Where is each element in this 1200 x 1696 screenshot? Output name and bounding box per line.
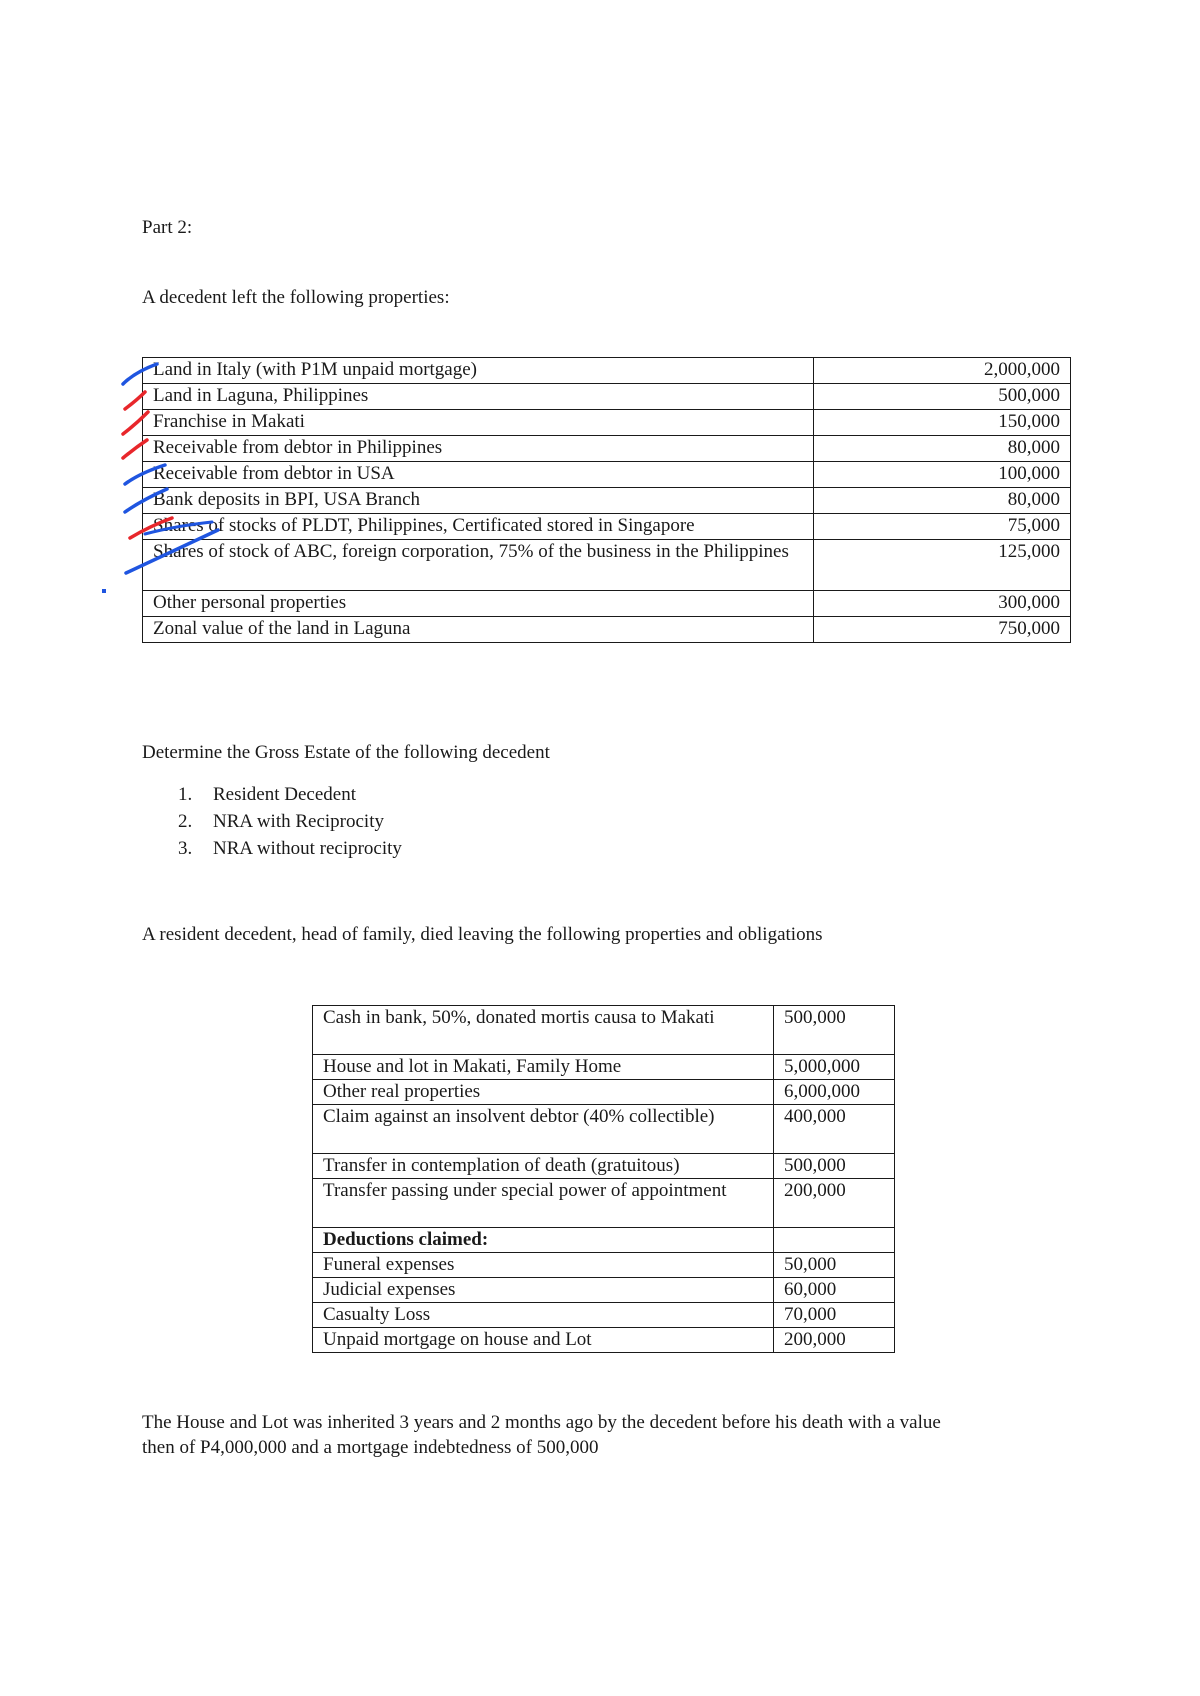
row-label: Zonal value of the land in Laguna (143, 617, 814, 643)
table-row (143, 514, 1071, 540)
table-row (143, 410, 1071, 436)
row-amount: 500,000 (774, 1154, 895, 1179)
row-label: Bank deposits in BPI, USA Branch (143, 488, 814, 514)
table-row (313, 1228, 895, 1253)
row-label: Receivable from debtor in Philippines (143, 436, 814, 462)
intro-text: A decedent left the following properties: (142, 287, 450, 308)
list-text: NRA without reciprocity (213, 838, 402, 859)
row-label: Other personal properties (143, 591, 814, 617)
row-amount: 2,000,000 (814, 358, 1071, 384)
row-label: Shares of stocks of PLDT, Philippines, Certificated stored in Singapore (143, 514, 814, 540)
table-row (143, 591, 1071, 617)
list-item (178, 835, 402, 862)
obligations-table (312, 1005, 895, 1353)
row-label: Transfer passing under special power of appointment (313, 1179, 774, 1228)
row-amount: 50,000 (774, 1253, 895, 1278)
row-amount: 300,000 (814, 591, 1071, 617)
row-amount: 150,000 (814, 410, 1071, 436)
deductions-heading: Deductions claimed: (313, 1228, 774, 1253)
row-amount: 60,000 (774, 1278, 895, 1303)
row-amount: 125,000 (814, 540, 1071, 591)
row-label: House and lot in Makati, Family Home (313, 1055, 774, 1080)
table-row (143, 358, 1071, 384)
table-row (143, 540, 1071, 591)
row-label: Other real properties (313, 1080, 774, 1105)
list-number: 2. (178, 811, 193, 832)
row-label: Claim against an insolvent debtor (40% collectible) (313, 1105, 774, 1154)
list-item (178, 808, 402, 835)
row-label: Casualty Loss (313, 1303, 774, 1328)
row-amount: 80,000 (814, 488, 1071, 514)
list-number: 3. (178, 838, 193, 859)
table-row (143, 436, 1071, 462)
list-number: 1. (178, 784, 193, 805)
row-amount: 200,000 (774, 1328, 895, 1353)
list-item (178, 781, 402, 808)
row-label: Land in Laguna, Philippines (143, 384, 814, 410)
row-amount: 500,000 (814, 384, 1071, 410)
table-row (143, 384, 1071, 410)
closing-text-line2: then of P4,000,000 and a mortgage indebtedness of 500,000 (142, 1437, 599, 1458)
table-row (313, 1105, 895, 1154)
row-amount (774, 1228, 895, 1253)
row-label: Judicial expenses (313, 1278, 774, 1303)
row-label: Shares of stock of ABC, foreign corporation, 75% of the business in the Philippines (143, 540, 814, 591)
blue-dot-mark (102, 589, 106, 593)
row-amount: 80,000 (814, 436, 1071, 462)
row-amount: 100,000 (814, 462, 1071, 488)
row-label: Land in Italy (with P1M unpaid mortgage) (143, 358, 814, 384)
row-label: Cash in bank, 50%, donated mortis causa to Makati (313, 1006, 774, 1055)
closing-text-line1: The House and Lot was inherited 3 years and 2 months ago by the decedent before his death with a value (142, 1412, 941, 1433)
row-amount: 5,000,000 (774, 1055, 895, 1080)
row-amount: 750,000 (814, 617, 1071, 643)
table-row (313, 1303, 895, 1328)
row-label: Receivable from debtor in USA (143, 462, 814, 488)
row-label: Franchise in Makati (143, 410, 814, 436)
row-amount: 500,000 (774, 1006, 895, 1055)
table-row (143, 617, 1071, 643)
table-row (313, 1154, 895, 1179)
table-row (313, 1278, 895, 1303)
table-row (313, 1080, 895, 1105)
list-text: NRA with Reciprocity (213, 811, 384, 832)
row-label: Unpaid mortgage on house and Lot (313, 1328, 774, 1353)
table-row (313, 1055, 895, 1080)
table-row (313, 1253, 895, 1278)
row-amount: 75,000 (814, 514, 1071, 540)
row-label: Funeral expenses (313, 1253, 774, 1278)
table-row (143, 488, 1071, 514)
properties-table (142, 357, 1071, 643)
part-heading: Part 2: (142, 217, 193, 238)
row-amount: 70,000 (774, 1303, 895, 1328)
question-text: Determine the Gross Estate of the following decedent (142, 742, 550, 763)
list-text: Resident Decedent (213, 784, 356, 805)
row-amount: 400,000 (774, 1105, 895, 1154)
table-row (313, 1328, 895, 1353)
row-label: Transfer in contemplation of death (gratuitous) (313, 1154, 774, 1179)
row-amount: 6,000,000 (774, 1080, 895, 1105)
table-row (313, 1006, 895, 1055)
resident-intro-text: A resident decedent, head of family, died leaving the following properties and obligations (142, 924, 823, 945)
table-row (313, 1179, 895, 1228)
row-amount: 200,000 (774, 1179, 895, 1228)
decedent-type-list (178, 781, 402, 862)
table-row (143, 462, 1071, 488)
